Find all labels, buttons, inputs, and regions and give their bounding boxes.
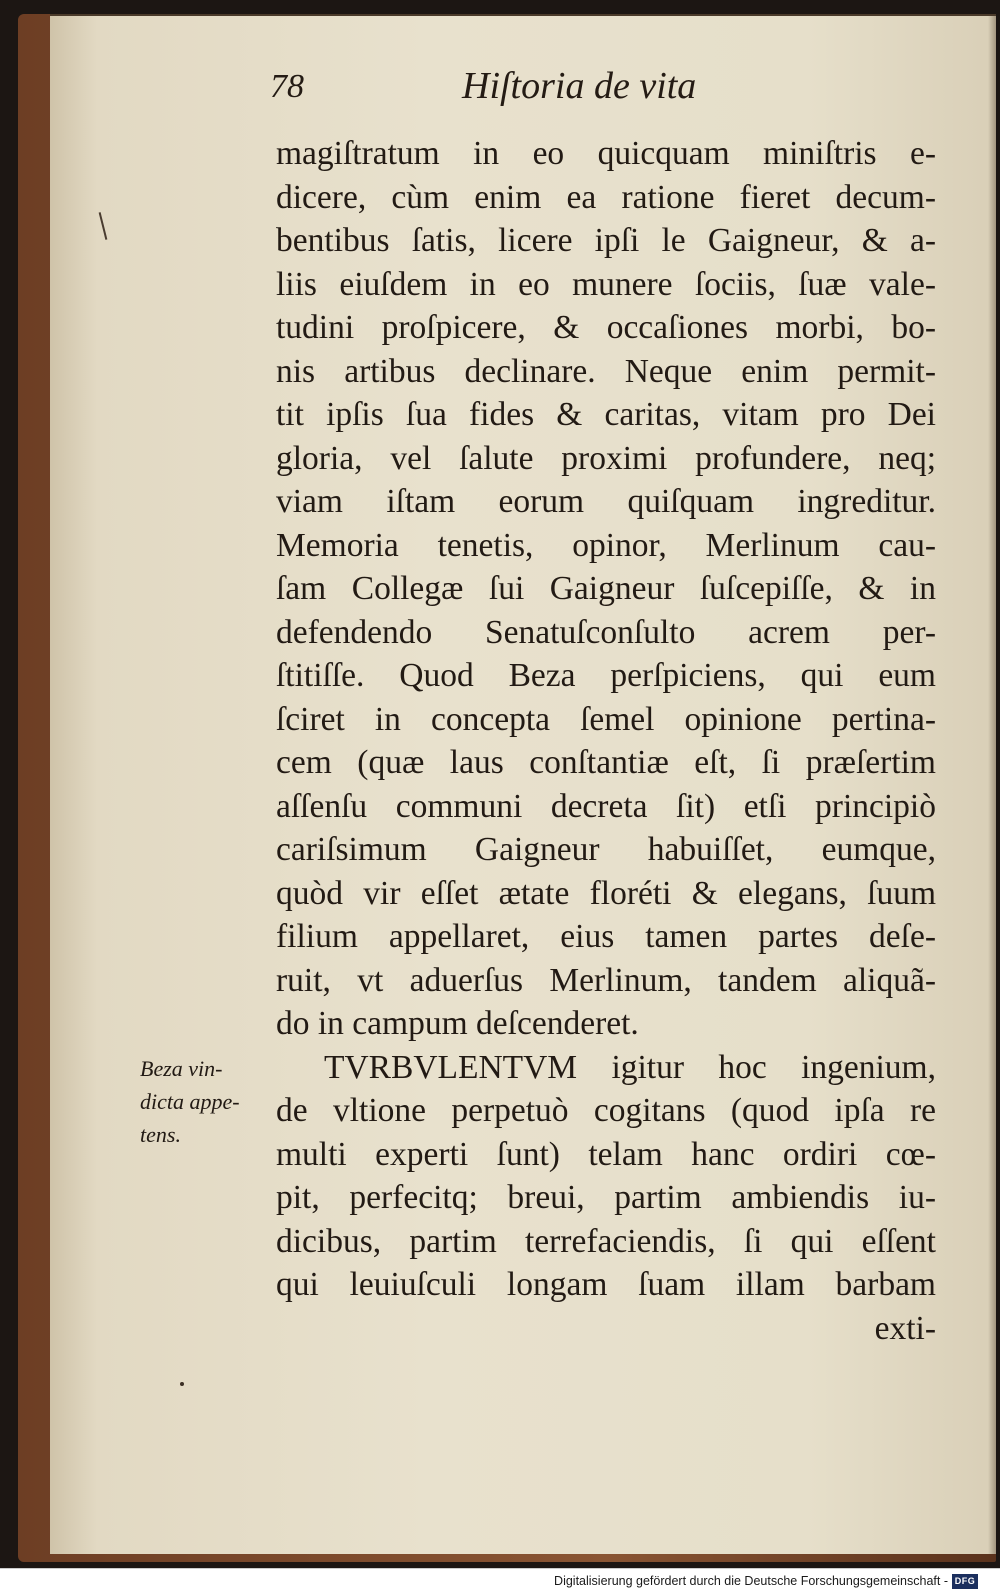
running-head — [270, 62, 740, 110]
text-line: liis eiuſdem in eo munere ſociis, ſuæ vale- — [276, 265, 936, 303]
footer-bar — [0, 1568, 1000, 1596]
text-line: de vltione perpetuò cogitans (quod ipſa re — [276, 1092, 936, 1129]
text-line: cem (quæ laus conſtantiæ eſt, ſi præſertim — [276, 744, 936, 781]
paragraph-start-line: TVRBVLENTVM igitur hoc ingenium, — [324, 1048, 936, 1086]
text-line: tit ipſis ſua fides & caritas, vitam pro Dei — [276, 396, 936, 433]
marginal-note — [140, 1052, 270, 1151]
funding-credit: Digitalisierung gefördert durch die Deutsche Forschungsgemeinschaft - — [554, 1574, 948, 1588]
text-line: quòd vir eſſet ætate floréti & elegans, ſuum — [276, 874, 936, 912]
text-line: gloria, vel ſalute proximi profundere, neq; — [276, 439, 936, 477]
text-line: filium appellaret, eius tamen partes deſe- — [276, 918, 936, 955]
marginal-note-line: tens. — [140, 1122, 181, 1147]
dfg-logo: DFG — [952, 1574, 978, 1589]
text-line: nis artibus declinare. Neque enim permit- — [276, 352, 936, 390]
text-line: cariſsimum Gaigneur habuiſſet, eumque, — [276, 831, 936, 868]
text-line: viam iſtam eorum quiſquam ingreditur. — [276, 483, 936, 520]
paragraph-end-line: do in campum deſcenderet. — [276, 1005, 639, 1042]
text-line: ſciret in concepta ſemel opinione pertina- — [276, 700, 936, 738]
text-line: qui leuiuſculi longam ſuam illam barbam — [276, 1266, 936, 1303]
text-line: ſtitiſſe. Quod Beza perſpiciens, qui eum — [276, 657, 936, 694]
running-title: Hiſtoria de vita — [462, 65, 697, 107]
text-line: pit, perfecitq; breui, partim ambiendis iu- — [276, 1179, 936, 1216]
marginal-note-line: dicta appe- — [140, 1089, 240, 1114]
text-line: bentibus ſatis, licere ipſi le Gaigneur, & a- — [276, 222, 936, 259]
text-line: multi experti ſunt) telam hanc ordiri cœ- — [276, 1135, 936, 1173]
text-line: aſſenſu communi decreta ſit) etſi principiò — [276, 787, 936, 825]
marginal-note-line: Beza vin- — [140, 1056, 223, 1081]
body-text — [276, 132, 936, 1350]
page-number: 78 — [270, 68, 304, 105]
text-line: magiſtratum in eo quicquam miniſtris e- — [276, 135, 936, 172]
text-line: dicere, cùm enim ea ratione fieret decum- — [276, 178, 936, 216]
text-line: dicibus, partim terrefaciendis, ſi qui eſſent — [276, 1222, 936, 1260]
text-line: ruit, vt aduerſus Merlinum, tandem aliquã- — [276, 961, 936, 999]
catchword: exti- — [874, 1309, 936, 1347]
text-line: ſam Collegæ ſui Gaigneur ſuſcepiſſe, & in — [276, 570, 936, 607]
ink-dot — [180, 1382, 184, 1386]
text-line: tudini proſpicere, & occaſiones morbi, bo- — [276, 309, 936, 346]
text-line: Memoria tenetis, opinor, Merlinum cau- — [276, 526, 936, 564]
text-line: defendendo Senatuſconſulto acrem per- — [276, 613, 936, 651]
